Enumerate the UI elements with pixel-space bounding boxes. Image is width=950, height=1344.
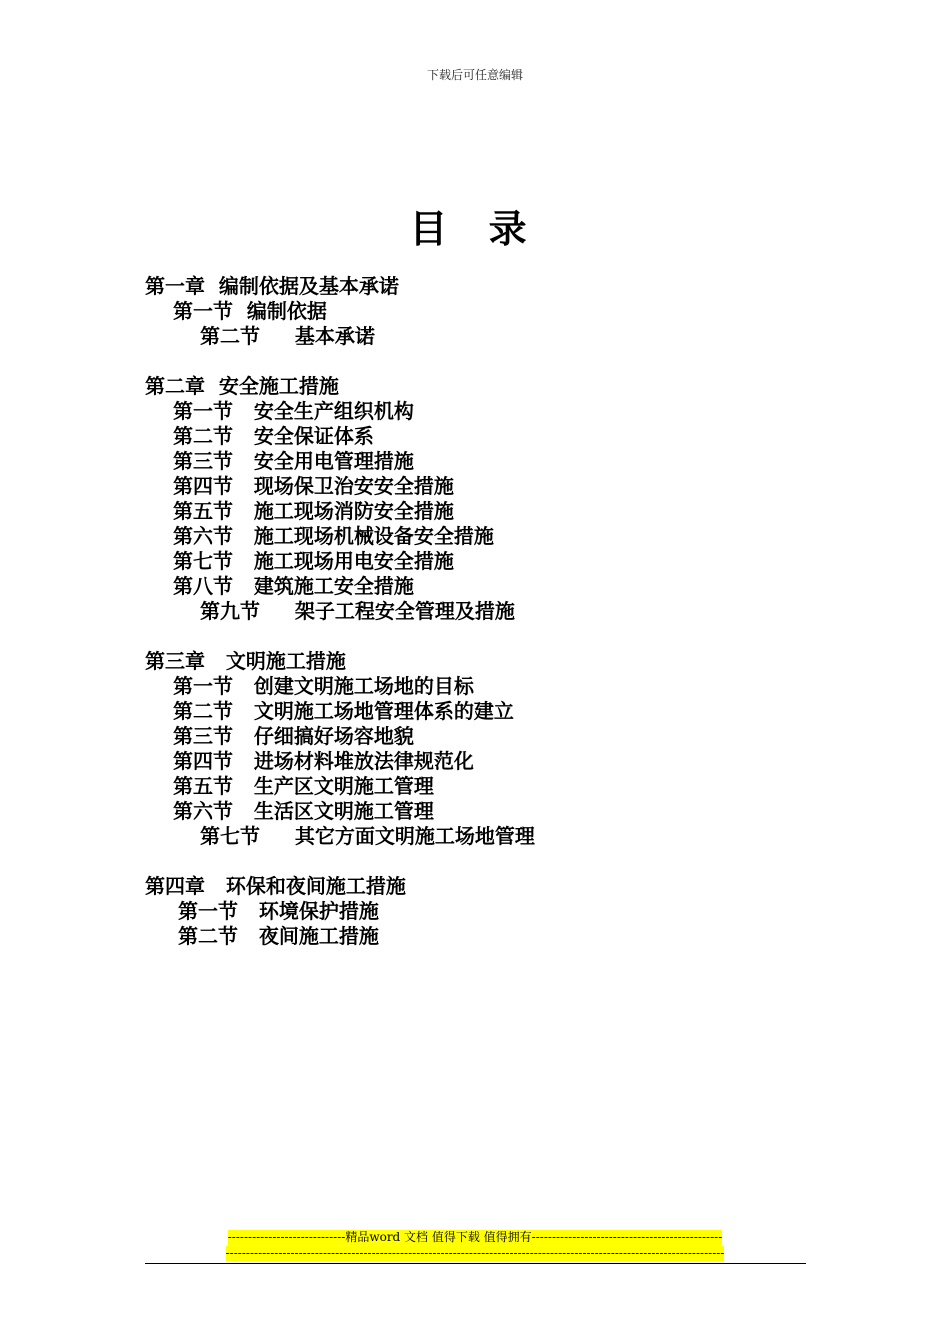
toc-section-2-4: 第四节 现场保卫治安安全措施	[173, 474, 454, 498]
header-note: 下载后可任意编辑	[426, 68, 523, 82]
toc-section-2-5: 第五节 施工现场消防安全措施	[173, 499, 454, 523]
toc-section-2-6: 第六节 施工现场机械设备安全措施	[173, 524, 494, 548]
toc-spacer	[145, 624, 535, 649]
toc-section-2-8: 第八节 建筑施工安全措施	[173, 574, 414, 598]
toc-section-3-6: 第六节 生活区文明施工管理	[173, 799, 434, 823]
toc-section-3-3: 第三节 仔细搞好场容地貌	[173, 724, 414, 748]
document-title: 目 录	[409, 206, 541, 251]
footer-dash-line	[0, 1246, 950, 1261]
toc-section-2-3: 第三节 安全用电管理措施	[173, 449, 414, 473]
footer-dash-text: ---------------------------------------------------------------------------------------------------------------------------	[225, 1246, 725, 1260]
footer-banner-text: -----------------------------精品word 文档 值得下载 值得拥有-----------------------------------------------	[227, 1230, 723, 1244]
toc-section-4-1: 第一节 环境保护措施	[178, 899, 379, 923]
toc-section-3-4: 第四节 进场材料堆放法律规范化	[173, 749, 474, 773]
toc-section-2-7: 第七节 施工现场用电安全措施	[173, 549, 454, 573]
toc-section-3-5: 第五节 生产区文明施工管理	[173, 774, 434, 798]
footer-banner	[0, 1230, 950, 1245]
toc-section-2-1: 第一节 安全生产组织机构	[173, 399, 414, 423]
toc-chapter-3: 第三章 文明施工措施	[145, 649, 346, 673]
toc-chapter-2: 第二章 安全施工措施	[145, 374, 339, 398]
toc-section-2-9: 第九节 架子工程安全管理及措施	[200, 599, 515, 623]
toc-section-3-7: 第七节 其它方面文明施工场地管理	[200, 824, 535, 848]
toc-chapter-1: 第一章 编制依据及基本承诺	[145, 274, 399, 298]
toc-section-1-2: 第二节 基本承诺	[200, 324, 375, 348]
toc-chapter-4: 第四章 环保和夜间施工措施	[145, 874, 406, 898]
toc-section-1-1: 第一节 编制依据	[173, 299, 327, 323]
toc-section-4-2: 第二节 夜间施工措施	[178, 924, 379, 948]
toc-section-3-1: 第一节 创建文明施工场地的目标	[173, 674, 474, 698]
toc-section-3-2: 第二节 文明施工场地管理体系的建立	[173, 699, 514, 723]
toc-section-2-2: 第二节 安全保证体系	[173, 424, 374, 448]
footer-rule	[145, 1263, 806, 1264]
toc-spacer	[145, 349, 535, 374]
toc-spacer	[145, 849, 535, 874]
table-of-contents	[145, 274, 535, 949]
